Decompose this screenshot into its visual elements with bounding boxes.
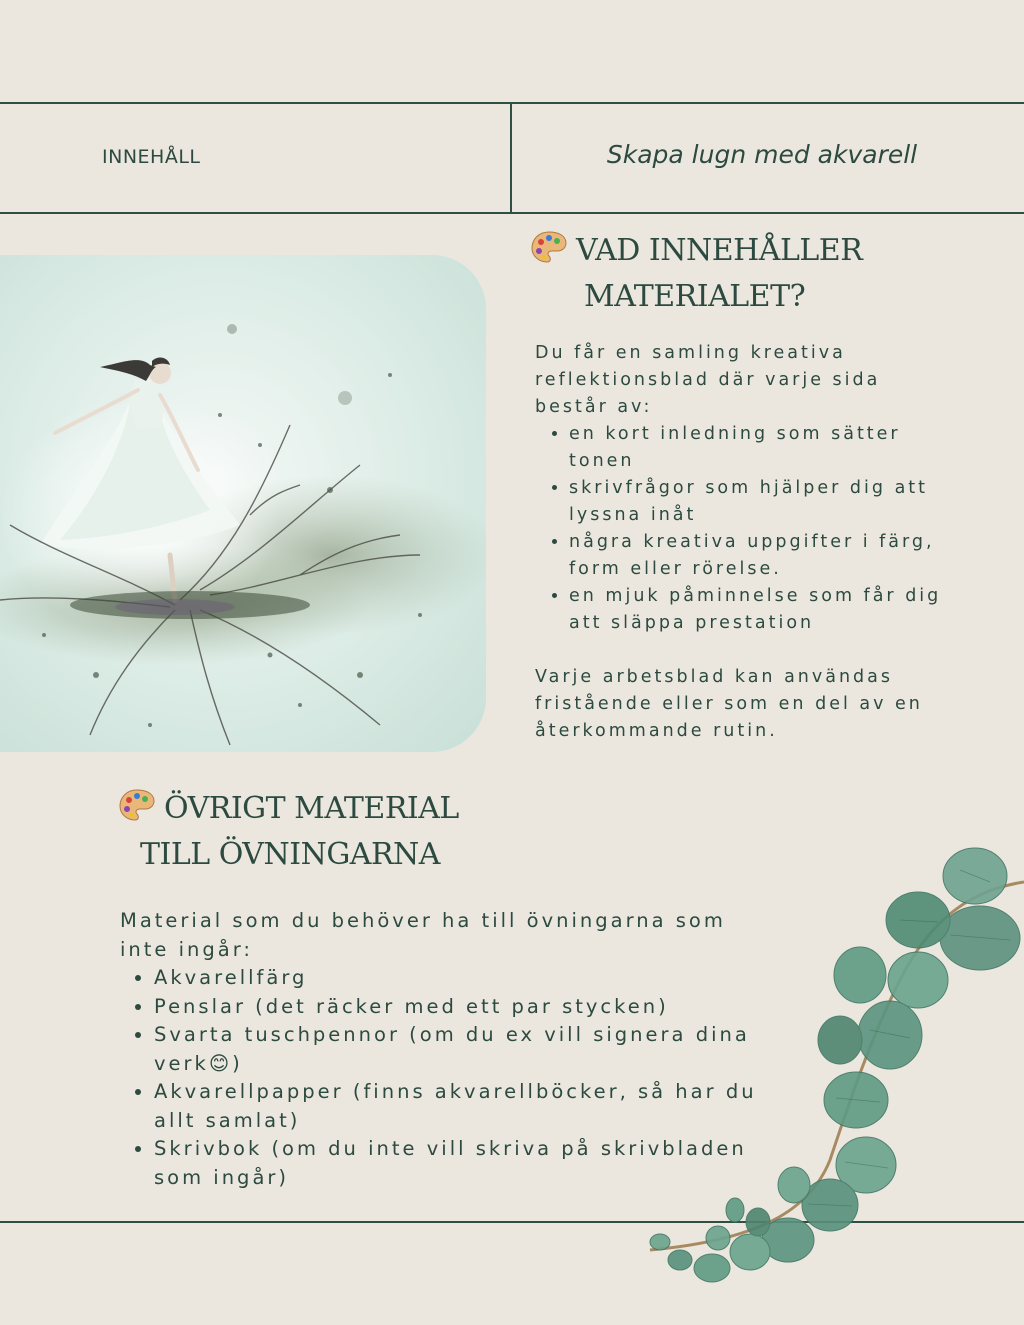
- section2-heading-line1: ÖVRIGT MATERIAL: [164, 791, 459, 826]
- header-section-label: INNEHÅLL: [102, 146, 201, 168]
- section2-heading-line2: TILL ÖVNINGARNA: [140, 837, 440, 872]
- section1-heading-line2: MATERIALET?: [584, 279, 806, 314]
- eucalyptus-branch-decoration: [640, 840, 1024, 1300]
- header-top-rule: [0, 102, 1024, 104]
- section1-body: [535, 340, 955, 745]
- list-item: • skrivfrågor som hjälper dig att lyssna inåt: [569, 475, 955, 529]
- watercolor-dancer-illustration: [0, 255, 486, 752]
- list-item: • Svarta tuschpennor (om du ex vill signera dina verk😊): [154, 1021, 760, 1078]
- artist-palette-icon: [118, 788, 156, 822]
- list-item: • en mjuk påminnelse som får dig att släppa prestation: [569, 583, 955, 637]
- list-item: • Skrivbok (om du inte vill skriva på skrivbladen som ingår): [154, 1135, 760, 1192]
- section1-intro: Du får en samling kreativa reflektionsblad där varje sida består av:: [535, 343, 881, 417]
- header-title: Skapa lugn med akvarell: [606, 140, 918, 169]
- section1-list: [535, 421, 955, 637]
- list-item: • Akvarellfärg: [154, 964, 760, 993]
- header-bottom-rule: [0, 212, 1024, 214]
- section-heading-contents: [530, 228, 862, 320]
- section1-outro: Varje arbetsblad kan användas fristående eller som en del av en återkommande rutin.: [535, 667, 923, 741]
- section-heading-other-material: [118, 786, 459, 878]
- list-item: • Akvarellpapper (finns akvarellböcker, så har du allt samlat): [154, 1078, 760, 1135]
- list-item: • några kreativa uppgifter i färg, form eller rörelse.: [569, 529, 955, 583]
- section2-intro: Material som du behöver ha till övningarna som inte ingår:: [120, 909, 726, 961]
- list-item: • Penslar (det räcker med ett par stycken): [154, 993, 760, 1022]
- section1-heading-line1: VAD INNEHÅLLER: [576, 233, 863, 268]
- artist-palette-icon: [530, 230, 568, 264]
- list-item: • en kort inledning som sätter tonen: [569, 421, 955, 475]
